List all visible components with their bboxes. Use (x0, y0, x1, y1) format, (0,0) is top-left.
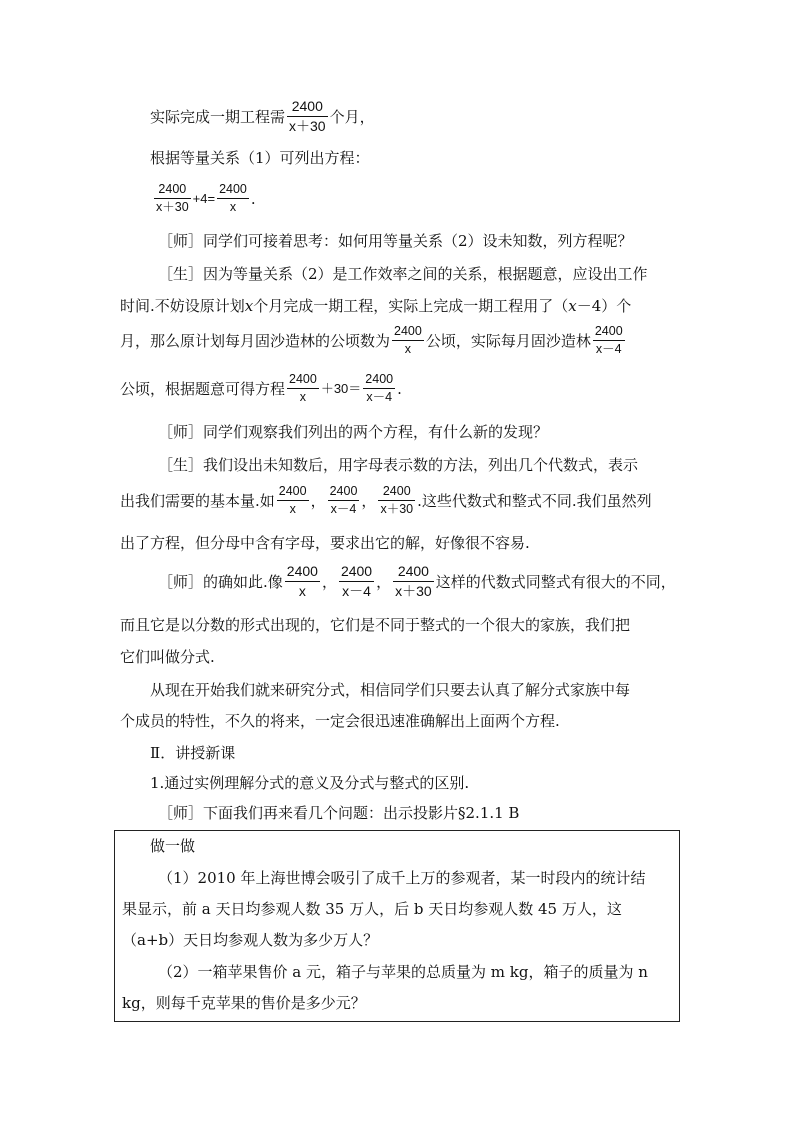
text-line-11: 出我们需要的基本量.如 $\frac{2400}{x}$ ， $\frac{2400}{x-4}$ ， $\frac{2400}{x+30}$ .这些代数式和整式不同.我们虽然列 (120, 484, 652, 516)
exercise-title: 做一做 (150, 837, 196, 855)
fraction: $\frac{2400}{x+30}$ (156, 182, 189, 214)
text-line-16: 从现在开始我们就来研究分式，相信同学们只要去认真了解分式家族中每 (150, 681, 631, 699)
text-line-10: ［生］我们设出未知数后，用字母表示数的方法，列出几个代数式，表示 (158, 456, 639, 474)
text-line-5: ［生］因为等量关系（2）是工作效率之间的关系，根据题意，应设出工作 (158, 265, 648, 283)
text: 实际完成一期工程需 (150, 107, 286, 126)
subsection-heading: 1.通过实例理解分式的意义及分式与整式的区别. (150, 774, 470, 792)
text-line-6: 时间.不妨设原计划 x 个月完成一期工程，实际上完成一期工程用了（ x －4）个 (120, 297, 632, 315)
text-line-15: 它们叫做分式. (120, 648, 215, 666)
text-line-2: 根据等量关系（1）可列出方程： (150, 149, 370, 167)
fraction: $\frac{2400}{x}$ (278, 484, 307, 516)
text-line-7: 月，那么原计划每月固沙造林的公顷数为 $\frac{2400}{x}$ 公顷，实际每月固沙造林 $\frac{2400}{x-4}$ (120, 324, 623, 356)
exercise-line-5: kg，则每千克苹果的售价是多少元？ (122, 994, 366, 1012)
text-line-17: 个成员的特性，不久的将来，一定会很迅速准确解出上面两个方程. (120, 712, 560, 730)
text-line-9: ［师］同学们观察我们列出的两个方程，有什么新的发现？ (158, 423, 549, 441)
fraction: $\frac{2400}{x-4}$ (594, 324, 623, 356)
fraction: $\frac{2400}{x+30}$ (380, 484, 414, 516)
section-heading: Ⅱ．讲授新课 (150, 744, 236, 762)
text-line-20: ［师］下面我们再来看几个问题：出示投影片§2.1.1 B (158, 804, 520, 822)
text-line-12: 出了方程，但分母中含有字母，要求出它的解，好像很不容易. (120, 534, 530, 552)
fraction: $\frac{2400}{x+30}$ (395, 563, 432, 599)
text: 个月， (329, 107, 375, 126)
equation-1: $\frac{2400}{x+30}$ +4= $\frac{2400}{x}$ . (156, 182, 256, 214)
exercise-line-3: （a+b）天日均参观人数为多少万人？ (122, 931, 379, 949)
fraction: $\frac{2400}{x-4}$ (329, 484, 358, 516)
text-line-1 (150, 98, 375, 135)
fraction: $\frac{2400}{x}$ (394, 324, 422, 356)
fraction: $\frac{2400}{x-4}$ (365, 372, 394, 404)
fraction: $\frac{2400}{x+30}$ (289, 98, 326, 134)
text-line-13: ［师］的确如此.像 $\frac{2400}{x}$ ， $\frac{2400}{x-4}$ ， $\frac{2400}{x+30}$ 这样的代数式同整式有很大的不同， (158, 563, 676, 599)
fraction: $\frac{2400}{x}$ (289, 372, 317, 404)
exercise-line-4: （2）一箱苹果售价 a 元，箱子与苹果的总质量为 m kg，箱子的质量为 n (158, 963, 648, 981)
fraction: $\frac{2400}{x-4}$ (340, 563, 373, 599)
exercise-line-2: 果显示，前 a 天日均参观人数 35 万人，后 b 天日均参观人数 45 万人，这 (122, 900, 622, 918)
fraction: $\frac{2400}{x}$ (286, 563, 318, 599)
fraction: $\frac{2400}{x}$ (219, 182, 247, 214)
text-line-4: ［师］同学们可接着思考：如何用等量关系（2）设未知数，列方程呢？ (158, 232, 633, 250)
text-line-14: 而且它是以分数的形式出现的，它们是不同于整式的一个很大的家族，我们把 (120, 616, 631, 634)
exercise-line-1: （1）2010 年上海世博会吸引了成千上万的参观者，某一时段内的统计结 (158, 869, 646, 887)
text-line-8: 公顷，根据题意可得方程 $\frac{2400}{x}$ ＋30＝ $\frac{2400}{x-4}$ . (120, 372, 402, 404)
